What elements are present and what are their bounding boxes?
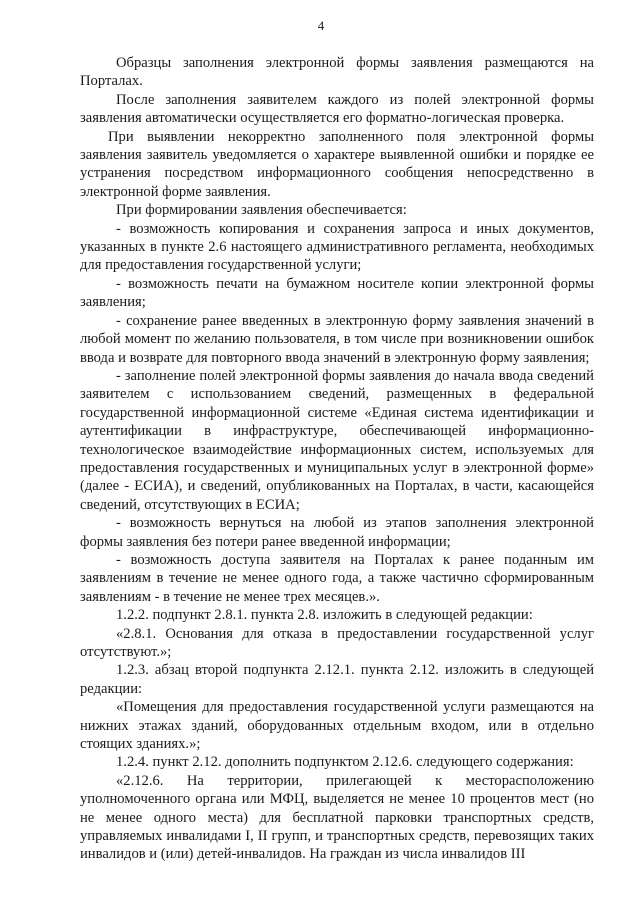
paragraph: Образцы заполнения электронной формы заявления размещаются на Порталах. <box>80 55 594 90</box>
paragraph: При выявлении некорректно заполненного поля электронной формы заявления заявитель уведомляется о характере выявленной ошибки и порядке ее устранения посредством информационного сообщения непосредственно в электронной форме заявления. <box>80 128 594 200</box>
list-item: - возможность копирования и сохранения запроса и иных документов, указанных в пункте 2.6 настоящего административного регламента, необходимых для предоставления государственной услуги; <box>80 220 594 274</box>
paragraph: «2.12.6. На территории, прилегающей к месторасположению уполномоченного органа или МФЦ, выделяется не менее 10 процентов мест (но не менее одного места) для бесплатной парковки транспортных средств, управляемых инвалидами I, II групп, и транспортных средств, перевозящих таких инвалидов и (или) детей-инвалидов. На граждан из числа инвалидов III <box>80 772 594 863</box>
paragraph: 1.2.2. подпункт 2.8.1. пункта 2.8. изложить в следующей редакции: <box>116 607 533 624</box>
list-item: - возможность вернуться на любой из этапов заполнения электронной формы заявления без потери ранее введенной информации; <box>80 515 594 550</box>
paragraph: При формировании заявления обеспечивается: <box>116 202 407 219</box>
list-item: - сохранение ранее введенных в электронную форму заявления значений в любой момент по желанию пользователя, в том числе при возникновении ошибок ввода и возврате для повторного ввода значений в электронную форму заявления; <box>80 312 594 366</box>
page-number: 4 <box>317 18 325 33</box>
paragraph: 1.2.3. абзац второй подпункта 2.12.1. пункта 2.12. изложить в следующей редакции: <box>80 662 594 697</box>
paragraph: 1.2.4. пункт 2.12. дополнить подпунктом 2.12.6. следующего содержания: <box>116 754 574 771</box>
list-item: - возможность доступа заявителя на Порталах к ранее поданным им заявлениям в течение не менее одного года, а также частично сформированным заявлениям - в течение не менее трех месяцев.». <box>80 551 594 605</box>
list-item: - заполнение полей электронной формы заявления до начала ввода сведений заявителем с использованием сведений, размещенных в федеральной государственной информационной системе «Единая система идентификации и аутентификации в инфраструктуре, обеспечивающей информационно-технологическое взаимодействие информационных систем, используемых для предоставления государственных и муниципальных услуг в электронной форме» (далее - ЕСИА), и сведений, опубликованных на Порталах, в части, касающейся сведений, отсутствующих в ЕСИА; <box>80 367 594 513</box>
document-body <box>80 54 594 864</box>
list-item: - возможность печати на бумажном носителе копии электронной формы заявления; <box>80 275 594 311</box>
paragraph: «2.8.1. Основания для отказа в предоставлении государственной услуг отсутствуют.»; <box>80 625 594 660</box>
paragraph: «Помещения для предоставления государственной услуги размещаются на нижних этажах зданий, оборудованных отдельным входом, или в отдельно стоящих зданиях.»; <box>80 699 594 753</box>
paragraph: После заполнения заявителем каждого из полей электронной формы заявления автоматически осуществляется его форматно-логическая проверка. <box>80 91 594 127</box>
